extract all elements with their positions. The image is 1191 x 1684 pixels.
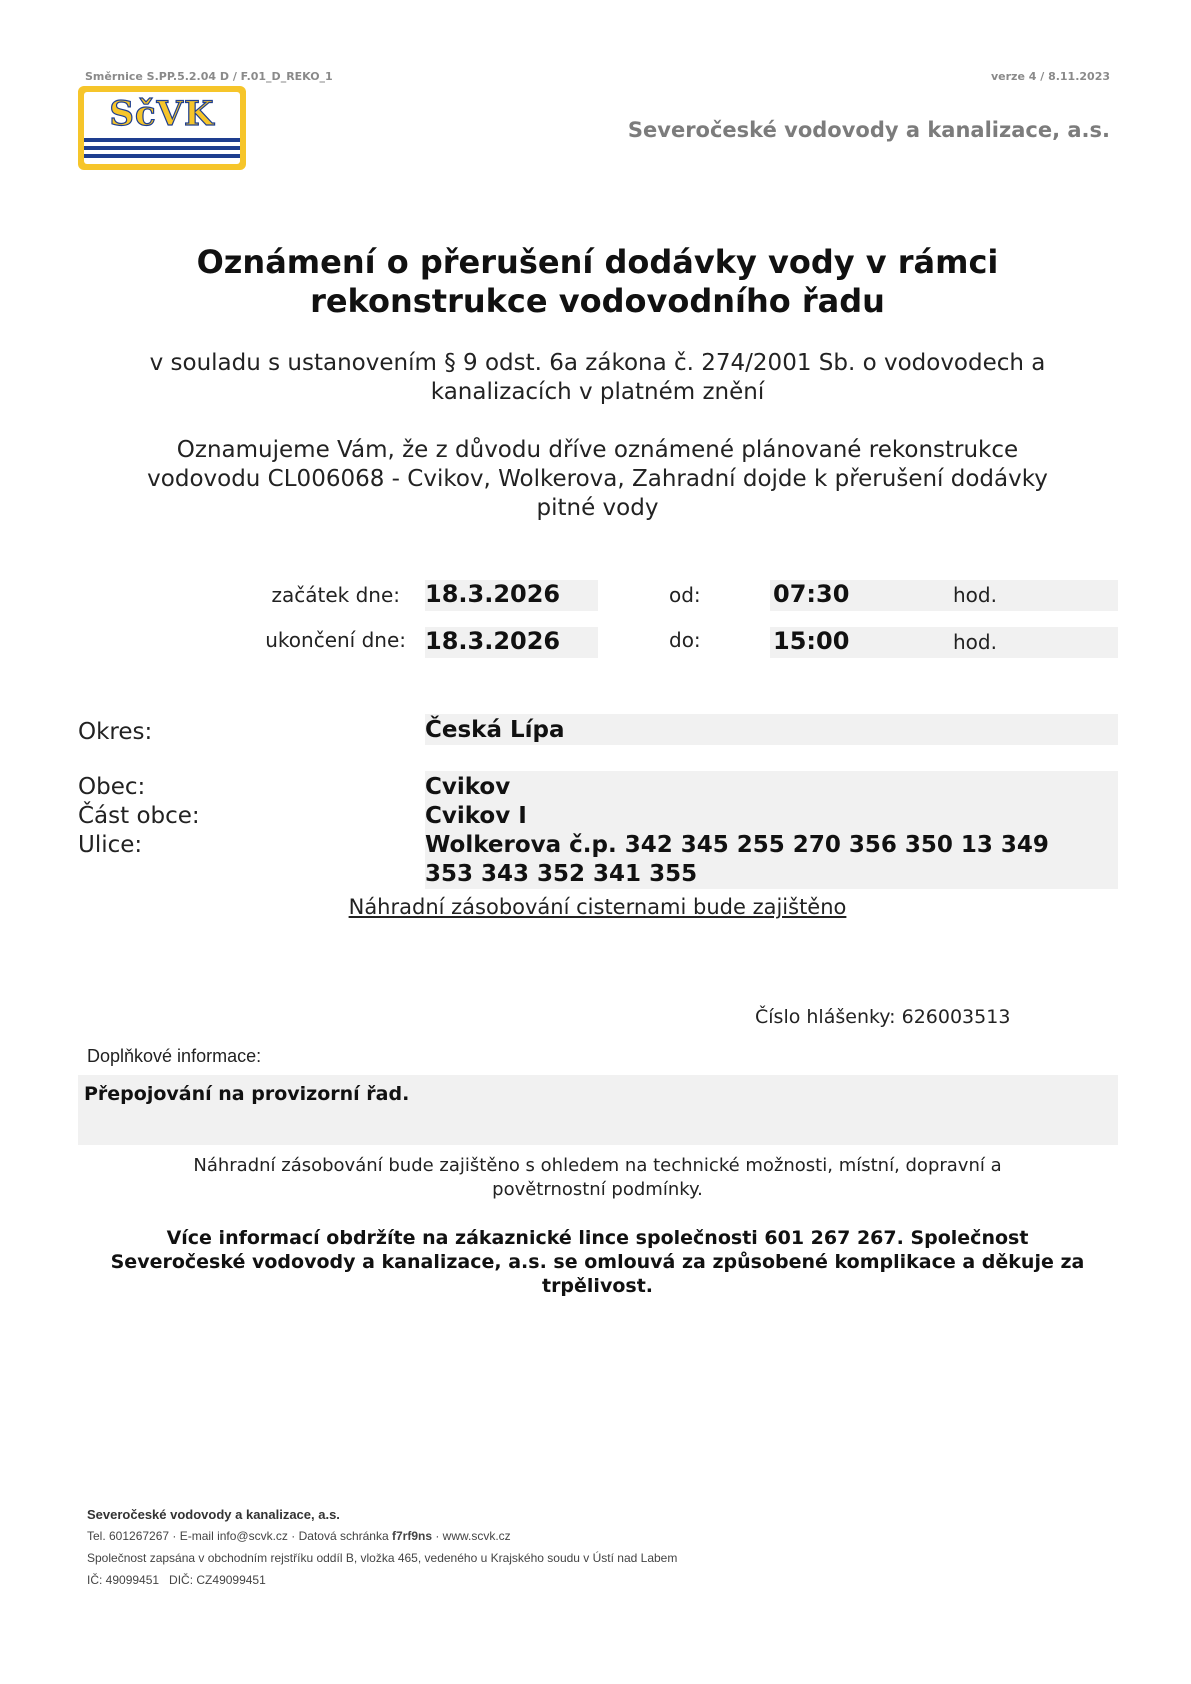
footer-contacts-prefix: Tel. 601267267 · E-mail info@scvk.cz · Datová schránka <box>87 1529 392 1543</box>
legal-reference-line-1: v souladu s ustanovením § 9 odst. 6a zákona č. 274/2001 Sb. o vodovodech a <box>149 350 1046 376</box>
water-tanks-note: Náhradní zásobování cisternami bude zajištěno <box>348 895 847 919</box>
start-date-value: 18.3.2026 <box>425 580 561 608</box>
municipality-part-value: Cvikov I <box>425 803 527 829</box>
municipality-value: Cvikov <box>425 774 511 800</box>
announcement-line-1: Oznamujeme Vám, že z důvodu dříve oznámené plánované rekonstrukce <box>176 437 1019 463</box>
district-value: Česká Lípa <box>425 717 565 743</box>
page-title-line-2: rekonstrukce vodovodního řadu <box>310 282 885 320</box>
footer-ids: IČ: 49099451 DIČ: CZ49099451 <box>87 1573 266 1587</box>
directive-code: Směrnice S.PP.5.2.04 D / F.01_D_REKO_1 <box>85 70 333 83</box>
legal-reference-line-2: kanalizacích v platném znění <box>430 379 765 405</box>
location-details-field <box>425 771 1118 889</box>
from-time-label: od: <box>669 583 701 607</box>
announcement-line-2: vodovodu CL006068 - Cvikov, Wolkerova, Zahradní dojde k přerušení dodávky <box>147 466 1048 492</box>
page-title-line-1: Oznámení o přerušení dodávky vody v rámci <box>196 243 999 281</box>
street-value-line-2: 353 343 352 341 355 <box>425 861 698 887</box>
report-number: Číslo hlášenky: 626003513 <box>755 1006 1011 1028</box>
to-hour-unit: hod. <box>953 630 997 654</box>
to-time-label: do: <box>669 628 701 652</box>
district-label: Okres: <box>78 719 153 745</box>
end-date-value: 18.3.2026 <box>425 627 561 655</box>
municipality-label: Obec: <box>78 774 146 800</box>
street-value-line-1: Wolkerova č.p. 342 345 255 270 356 350 13 349 <box>425 832 1049 858</box>
footer-company-name: Severočeské vodovody a kanalizace, a.s. <box>87 1507 340 1522</box>
start-date-label: začátek dne: <box>271 583 400 607</box>
from-time-value: 07:30 <box>773 580 850 608</box>
additional-info-text: Přepojování na provizorní řad. <box>84 1083 410 1105</box>
start-date-field <box>425 580 598 611</box>
street-label: Ulice: <box>78 832 143 858</box>
footer-databox: f7rf9ns <box>391 1529 432 1543</box>
additional-info-label: Doplňkové informace: <box>87 1046 262 1066</box>
footer-contacts <box>87 1529 511 1543</box>
logo-text: SčVK <box>109 94 215 134</box>
company-logo <box>78 86 246 170</box>
district-field <box>425 714 1118 745</box>
announcement-line-3: pitné vody <box>536 495 659 521</box>
end-date-label: ukončení dne: <box>265 628 406 652</box>
from-time-field <box>770 580 1118 611</box>
contact-line-1: Více informací obdržíte na zákaznické lince společnosti 601 267 267. Společnost <box>166 1227 1029 1249</box>
from-hour-unit: hod. <box>953 583 997 607</box>
footer-registry: Společnost zapsána v obchodním rejstříku oddíl B, vložka 465, vedeného u Krajského soudu v Ústí nad Labem <box>87 1551 678 1565</box>
to-time-value: 15:00 <box>773 627 850 655</box>
company-name-header: Severočeské vodovody a kanalizace, a.s. <box>627 118 1110 142</box>
to-time-field <box>770 627 1118 658</box>
supply-note-line-2: povětrnostní podmínky. <box>492 1179 703 1200</box>
contact-line-3: trpělivost. <box>541 1275 653 1297</box>
supply-note-line-1: Náhradní zásobování bude zajištěno s ohledem na technické možnosti, místní, dopravní a <box>193 1155 1002 1176</box>
municipality-part-label: Část obce: <box>78 803 200 829</box>
version-label: verze 4 / 8.11.2023 <box>990 70 1110 83</box>
footer-contacts-suffix: · www.scvk.cz <box>432 1529 511 1543</box>
contact-line-2: Severočeské vodovody a kanalizace, a.s. se omlouvá za způsobené komplikace a děkuje za <box>110 1251 1085 1273</box>
additional-info-box <box>78 1075 1118 1145</box>
end-date-field <box>425 627 598 658</box>
